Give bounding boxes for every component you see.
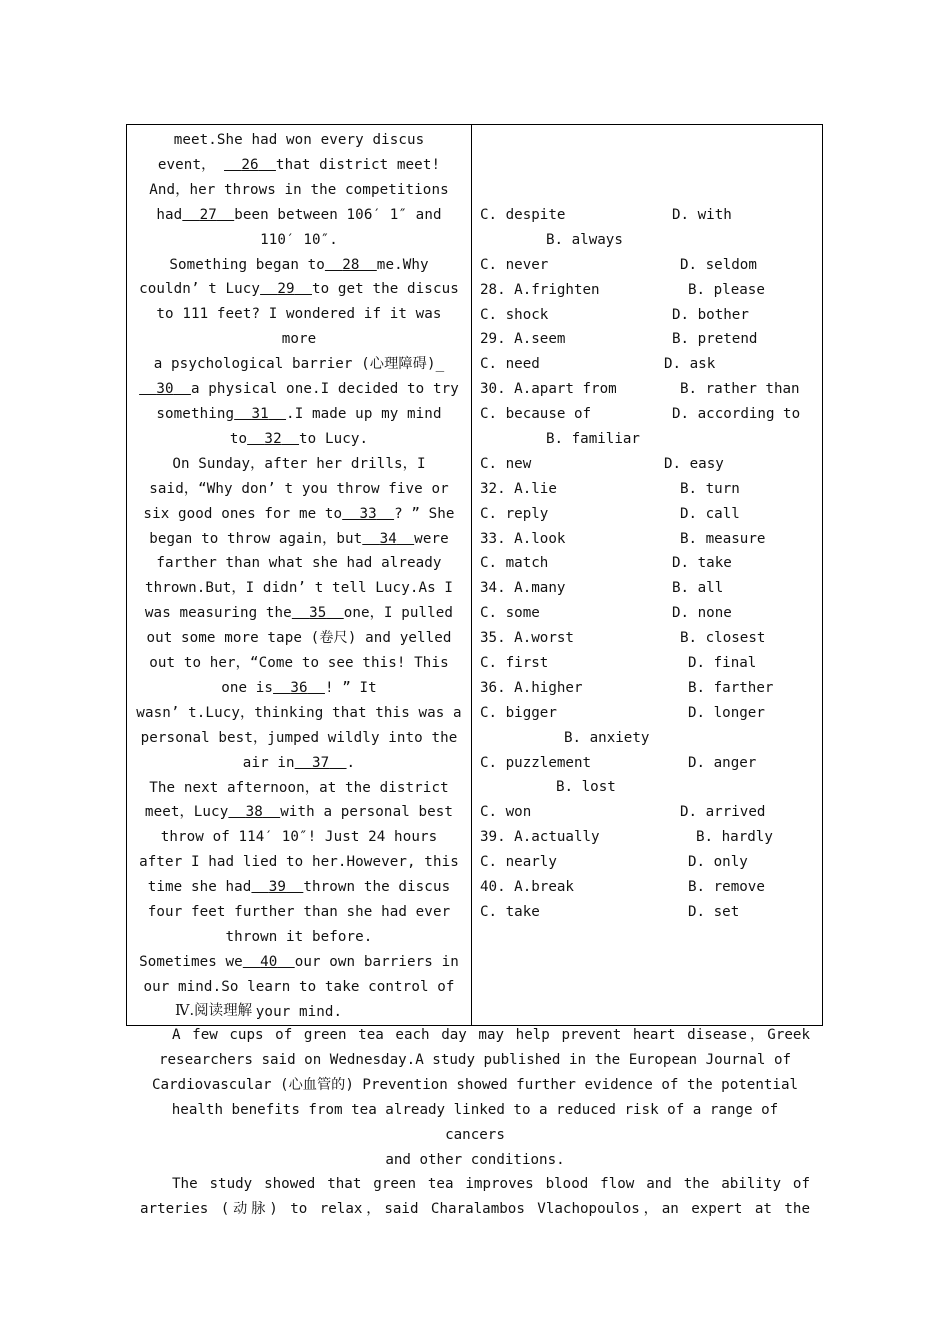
blank-37: 37 [311, 754, 330, 771]
option-text: D. ask [664, 356, 716, 373]
option-text: D. call [680, 505, 740, 522]
option-text: 28. A.frighten [480, 281, 600, 298]
option-text: 34. A.many [480, 580, 566, 597]
option-text: C. nearly [480, 854, 557, 871]
option-text: D. with [672, 207, 732, 223]
option-row [480, 253, 816, 278]
blank-27: 27 [199, 206, 217, 223]
option-text: C. won [480, 804, 532, 821]
option-text: B. familiar [546, 431, 640, 448]
blank-35: 35 [309, 605, 327, 622]
text-line: meet，Lucy 38 with a personal best [144, 804, 454, 821]
text-line: out some more tape (卷尺) and yelled [146, 630, 452, 647]
option-text: C. take [480, 903, 540, 920]
text-line: air in 37 . [242, 754, 356, 771]
text-line: personal best，jumped wildly into the [140, 729, 458, 746]
option-row [480, 825, 816, 850]
text-line: 110′ 10″. [260, 231, 338, 248]
text-line: our mind.So learn to take control of [143, 978, 455, 995]
option-text: D. bother [672, 306, 749, 323]
option-text: C. first [480, 655, 549, 672]
option-row [480, 427, 816, 452]
option-text: 32. A.lie [480, 480, 557, 497]
text-line: and other conditions. [385, 1151, 565, 1168]
cloze-passage [127, 125, 471, 1025]
blank-36: 36 [290, 679, 308, 696]
text-line: arteries (动脉) to relax，said Charalambos Vlachopoulos，an expert at the [140, 1201, 810, 1218]
option-row [480, 527, 816, 552]
option-row [480, 551, 816, 576]
cloze-options-cell [472, 125, 823, 1026]
option-row [480, 327, 816, 352]
option-text: B. farther [688, 679, 774, 696]
text-line: And，her throws in the competitions [149, 181, 449, 198]
option-text: D. longer [688, 704, 765, 721]
option-text: C. bigger [480, 704, 557, 721]
text-line: something 31 .I made up my mind [156, 405, 442, 422]
blank-38: 38 [245, 804, 263, 821]
option-row [480, 203, 816, 228]
option-row [480, 800, 816, 825]
option-row [480, 576, 816, 601]
text-line: A few cups of green tea each day may help prevent heart disease，Greek [172, 1027, 810, 1043]
option-text: B. hardly [696, 829, 773, 846]
option-text: D. easy [664, 455, 724, 472]
text-line: six good ones for me to 33 ? ” She [143, 505, 455, 522]
option-text: C. despite [480, 207, 566, 223]
option-text: D. none [672, 605, 732, 622]
option-text: 35. A.worst [480, 630, 574, 647]
option-row [480, 601, 816, 626]
option-row [480, 303, 816, 328]
option-text: C. new [480, 455, 532, 472]
option-text: 33. A.look [480, 530, 566, 547]
text-line: to 111 feet? I wondered if it was more [156, 306, 442, 348]
option-text: B. all [672, 580, 724, 597]
option-text: B. pretend [672, 331, 758, 348]
blank-31: 31 [251, 405, 269, 422]
option-row [480, 701, 816, 726]
blank-33: 33 [359, 505, 377, 522]
text-line: wasn’ t.Lucy，thinking that this was a [136, 704, 462, 721]
text-line: one is 36 ! ” It [221, 679, 377, 696]
option-row [480, 377, 816, 402]
option-row [480, 402, 816, 427]
cloze-table [126, 124, 823, 1026]
option-row [480, 726, 816, 751]
text-line: The next afternoon，at the district [149, 779, 449, 796]
option-text: C. reply [480, 505, 549, 522]
text-line: four feet further than she had ever [147, 904, 451, 921]
option-text: B. always [546, 231, 623, 248]
text-line: thrown.But，I didn’ t tell Lucy.As I [144, 580, 454, 597]
option-text: D. arrived [680, 804, 766, 821]
text-line: researchers said on Wednesday.A study published in the European Journal of [158, 1051, 792, 1068]
text-line: meet.She had won every discus [173, 132, 425, 148]
text-line: was measuring the 35 one，I pulled [144, 605, 454, 622]
text-line: out to her，“Come to see this! This [149, 655, 449, 672]
option-text: D. according to [672, 406, 801, 423]
option-text: C. match [480, 555, 549, 572]
text-line: had 27 been between 106′ 1″ and [156, 206, 442, 223]
cloze-passage-cell [127, 125, 472, 1026]
text-line: couldn’ t Lucy 29 to get the discus [139, 281, 459, 298]
option-text: 36. A.higher [480, 679, 583, 696]
section-title: Ⅳ.阅读理解 [175, 1003, 253, 1019]
text-line: The study showed that green tea improves blood flow and the ability of [172, 1176, 810, 1193]
cloze-options [472, 125, 822, 925]
option-row [480, 352, 816, 377]
text-line: event， 26 that district meet! [157, 156, 441, 173]
option-row [480, 751, 816, 776]
option-text: C. shock [480, 306, 549, 323]
option-row [480, 900, 816, 925]
text-line: said，“Why don’ t you throw five or [149, 480, 449, 497]
text-line: 30 a physical one.I decided to try [135, 377, 463, 402]
reading-passage [140, 1023, 810, 1222]
text-line: farther than what she had already [156, 555, 442, 572]
text-line: On Sunday，after her drills，I [172, 455, 426, 472]
option-text: B. please [688, 281, 765, 298]
option-row [480, 452, 816, 477]
option-text: C. never [480, 256, 549, 273]
option-text: C. need [480, 356, 540, 373]
option-row [480, 278, 816, 303]
option-text: C. puzzlement [480, 754, 592, 771]
option-text: D. set [688, 903, 740, 920]
blank-28: 28 [342, 256, 360, 273]
blank-30: 30 [156, 381, 174, 398]
option-row [480, 775, 816, 800]
blank-29: 29 [277, 281, 295, 298]
text-line: to 32 to Lucy. [229, 430, 369, 447]
text-line: thrown it before. [225, 929, 373, 945]
text-line: Sometimes we 40 our own barriers in [139, 953, 459, 970]
blank-39: 39 [268, 879, 287, 896]
option-row [480, 502, 816, 527]
option-text: 39. A.actually [480, 829, 600, 846]
option-row [480, 651, 816, 676]
blank-34: 34 [379, 530, 397, 547]
option-text: B. remove [688, 879, 765, 896]
blank-40: 40 [260, 953, 278, 970]
option-text: B. measure [680, 530, 766, 547]
option-row [480, 850, 816, 875]
text-line: after I had lied to her.However, this [139, 854, 459, 871]
option-row [480, 875, 816, 900]
text-line: a psychological barrier (心理障碍)_ [153, 356, 445, 373]
option-text: D. anger [688, 754, 757, 771]
text-line: health benefits from tea already linked to a reduced risk of a range of cancers [171, 1101, 779, 1143]
option-text: 29. A.seem [480, 331, 566, 348]
text-line: Cardiovascular (心血管的) Prevention showed further evidence of the potential [151, 1076, 799, 1093]
option-text: B. anxiety [564, 729, 650, 746]
option-text: 40. A.break [480, 879, 574, 896]
option-text: B. lost [556, 779, 616, 796]
option-text: B. rather than [680, 381, 800, 398]
option-row [480, 477, 816, 502]
text-line: time she had 39 thrown the discus [147, 879, 451, 896]
option-row [480, 228, 816, 253]
option-text: B. closest [680, 630, 766, 647]
option-text: D. seldom [680, 256, 757, 273]
text-line: throw of 114′ 10″! Just 24 hours [160, 829, 438, 846]
option-text: C. because of [480, 406, 592, 423]
option-text: D. only [688, 854, 748, 871]
text-line: your mind. [255, 1003, 343, 1020]
option-text: C. some [480, 605, 540, 622]
option-row [480, 676, 816, 701]
option-row [480, 626, 816, 651]
blank-26: 26 [241, 156, 259, 173]
option-text: 30. A.apart from [480, 381, 617, 398]
option-text: D. take [672, 555, 732, 572]
text-line: Something began to 28 me.Why [169, 256, 429, 273]
text-line: began to throw again，but 34 were [149, 530, 449, 547]
option-text: B. turn [680, 480, 740, 497]
option-text: D. final [688, 655, 757, 672]
blank-32: 32 [264, 430, 282, 447]
